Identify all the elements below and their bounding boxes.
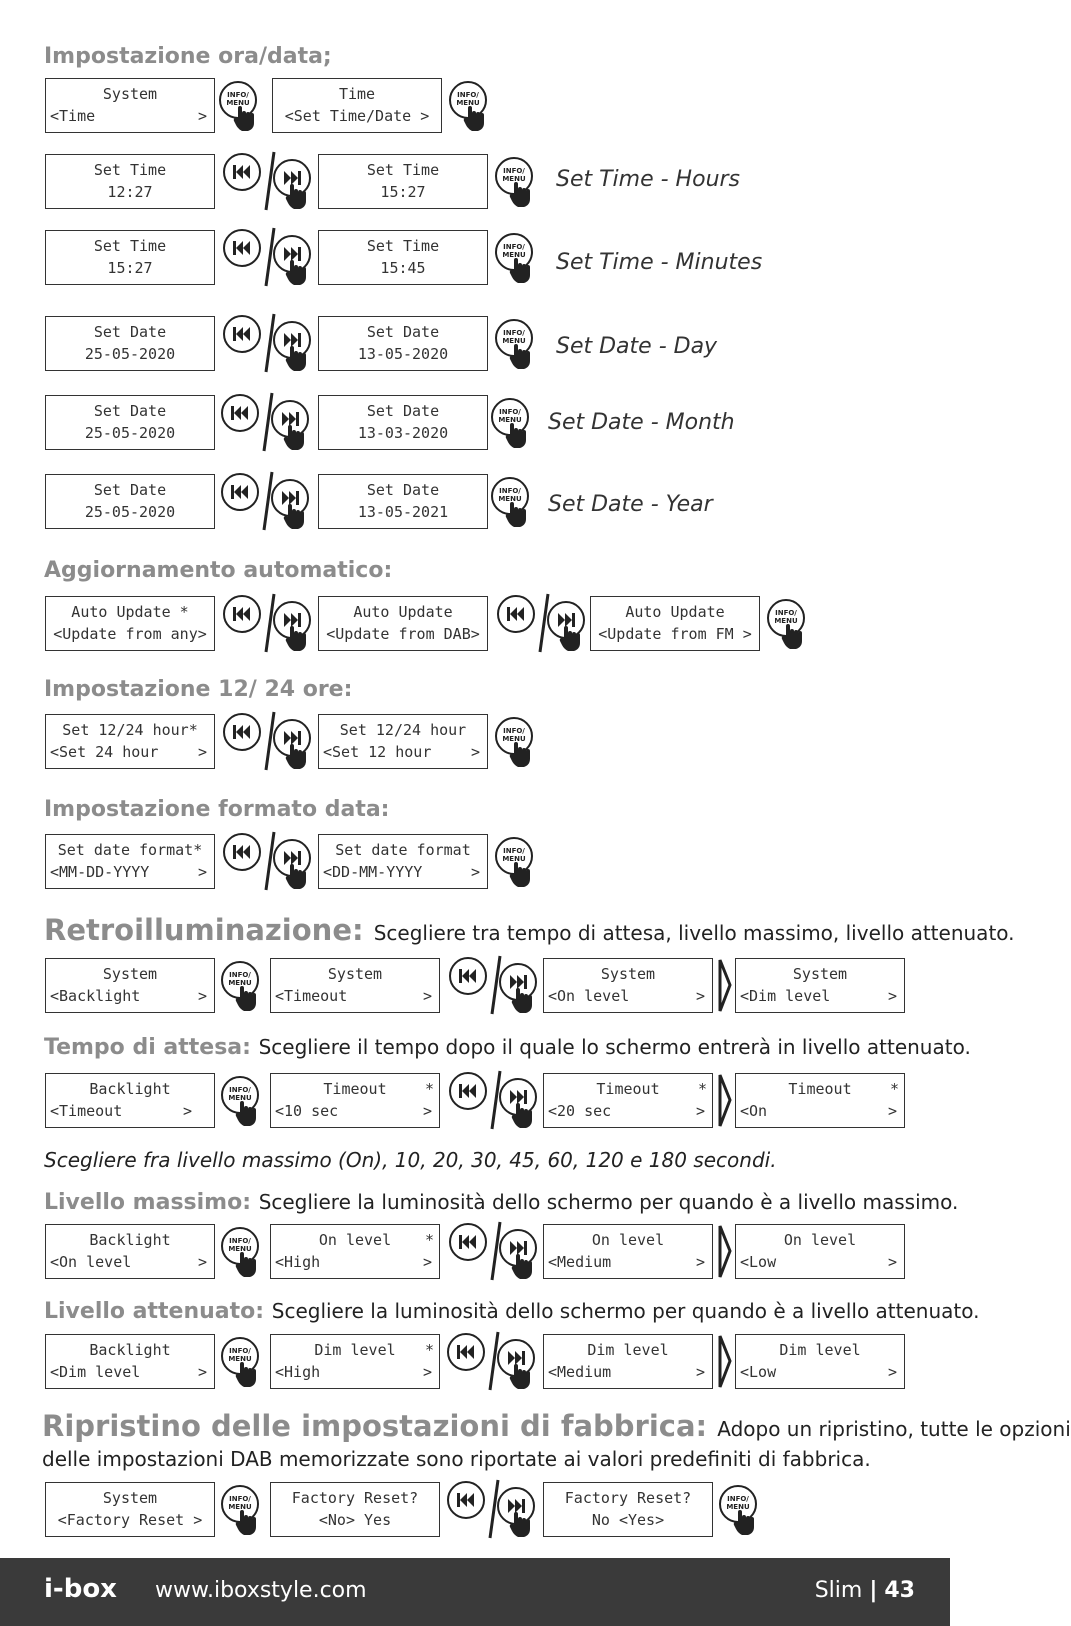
- info-menu-button-icon: [718, 1484, 760, 1544]
- footer-bar: [0, 1558, 950, 1626]
- info-menu-button-icon: [220, 1226, 262, 1286]
- page-num: 43: [884, 1578, 915, 1603]
- prev-button-icon: [446, 1332, 538, 1398]
- lcd-line2: <20 sec: [548, 1102, 612, 1120]
- lcd-line2: <Backlight: [50, 987, 141, 1005]
- svg-text:INFO/: INFO/: [503, 727, 525, 735]
- svg-text:INFO/: INFO/: [229, 1237, 251, 1245]
- svg-text:MENU: MENU: [226, 99, 250, 107]
- lcd-line2: 15:27: [107, 259, 153, 277]
- section-heading-backlight: [44, 913, 1015, 947]
- svg-text:MENU: MENU: [498, 416, 522, 424]
- lcd-line2: 25-05-2020: [84, 345, 176, 363]
- caption-month: Set Date - Month: [548, 410, 735, 435]
- lcd-on-2: [270, 1224, 440, 1279]
- info-menu-button-icon: [218, 80, 260, 140]
- lcd-line1: Set 12/24 hour: [339, 721, 467, 739]
- svg-text:INFO/: INFO/: [499, 408, 521, 416]
- section-heading-time-date: Impostazione ora/data;: [44, 44, 332, 69]
- lcd-arrow: >: [197, 107, 207, 125]
- lcd-fr-1: [45, 1482, 215, 1537]
- section-heading-on-level: [44, 1190, 958, 1215]
- lcd-line1: System: [327, 965, 383, 983]
- prev-button-icon: [222, 314, 314, 380]
- lcd-line2: 25-05-2020: [84, 503, 176, 521]
- svg-text:INFO/: INFO/: [503, 243, 525, 251]
- lcd-line1: Auto Update *: [71, 603, 189, 621]
- lcd-line1: On level: [591, 1231, 665, 1249]
- svg-text:INFO/: INFO/: [457, 91, 479, 99]
- lcd-line1: Auto Update: [353, 603, 453, 621]
- lcd-line2: <Timeout: [275, 987, 348, 1005]
- lcd-line2: <DD-MM-YYYY: [323, 863, 423, 881]
- lcd-arrow: >: [695, 1363, 705, 1381]
- info-menu-button-icon: [220, 960, 262, 1020]
- lcd-line1: System: [102, 965, 158, 983]
- lcd-line2: <No> Yes: [318, 1511, 392, 1529]
- svg-text:MENU: MENU: [228, 1245, 252, 1253]
- lcd-star: *: [424, 1080, 434, 1098]
- lcd-line1: Dim level: [314, 1341, 396, 1359]
- lcd-line2: <Update from any>: [53, 625, 207, 643]
- svg-text:MENU: MENU: [774, 617, 798, 625]
- factory-text-line2: delle impostazioni DAB memorizzate sono riportate ai valori predefiniti di fabbrica.: [42, 1447, 871, 1471]
- lcd-arrow: >: [422, 1253, 432, 1271]
- lcd-fr-3: [543, 1482, 713, 1537]
- svg-text:INFO/: INFO/: [229, 1347, 251, 1355]
- lcd-line1: Auto Update: [625, 603, 725, 621]
- lcd-line2: <Set 24 hour: [50, 743, 159, 761]
- prev-button-icon: [448, 1071, 540, 1137]
- info-menu-button-icon: [766, 598, 808, 658]
- lcd-on-4: [735, 1224, 905, 1279]
- svg-text:MENU: MENU: [502, 337, 526, 345]
- lcd-bl-3: [543, 958, 713, 1013]
- section-heading-timeout: [44, 1035, 971, 1060]
- on-level-title: Livello massimo:: [44, 1190, 252, 1215]
- timeout-text: Scegliere il tempo dopo il quale lo schermo entrerà in livello attenuato.: [258, 1035, 971, 1059]
- backlight-title: Retroilluminazione:: [44, 913, 364, 947]
- footer-url: www.iboxstyle.com: [155, 1578, 367, 1603]
- lcd-line1: Set Time: [366, 237, 440, 255]
- lcd-min-b: [318, 230, 488, 285]
- lcd-line1: Set 12/24 hour*: [62, 721, 198, 739]
- lcd-line1: On level: [318, 1231, 392, 1249]
- lcd-bl-1: [45, 958, 215, 1013]
- lcd-arrow: >: [887, 1363, 897, 1381]
- info-menu-button-icon: [220, 1075, 262, 1135]
- next-arrow-icon: [718, 1334, 732, 1393]
- prev-button-icon: [448, 1222, 540, 1288]
- lcd-line2: <Dim level: [50, 1363, 141, 1381]
- lcd-arrow: >: [695, 1102, 705, 1120]
- svg-text:MENU: MENU: [502, 251, 526, 259]
- lcd-hours-b: [318, 154, 488, 209]
- next-arrow-icon: [718, 958, 732, 1017]
- section-heading-date-format: Impostazione formato data:: [44, 797, 390, 822]
- lcd-arrow: >: [887, 1253, 897, 1271]
- section-heading-hour-format: Impostazione 12/ 24 ore:: [44, 677, 353, 702]
- next-arrow-icon: [718, 1224, 732, 1283]
- lcd-min-a: [45, 230, 215, 285]
- lcd-line2: <MM-DD-YYYY: [50, 863, 150, 881]
- lcd-line1: Set Date: [93, 481, 167, 499]
- caption-hours: Set Time - Hours: [556, 167, 741, 192]
- lcd-line2: <Low: [740, 1363, 777, 1381]
- svg-text:MENU: MENU: [502, 735, 526, 743]
- svg-text:MENU: MENU: [228, 1355, 252, 1363]
- lcd-au-b: [318, 596, 488, 651]
- svg-text:MENU: MENU: [498, 495, 522, 503]
- prev-button-icon: [448, 956, 540, 1022]
- lcd-dim-4: [735, 1334, 905, 1389]
- svg-text:INFO/: INFO/: [775, 609, 797, 617]
- page-separator: |: [869, 1578, 878, 1603]
- lcd-line1: Backlight: [89, 1231, 171, 1249]
- next-arrow-icon: [718, 1073, 732, 1132]
- svg-text:INFO/: INFO/: [503, 847, 525, 855]
- lcd-au-c: [590, 596, 760, 651]
- lcd-line2: <Dim level: [740, 987, 831, 1005]
- lcd-bl-2: [270, 958, 440, 1013]
- lcd-line2: <10 sec: [275, 1102, 339, 1120]
- lcd-line1: Set date format*: [57, 841, 203, 859]
- svg-text:MENU: MENU: [456, 99, 480, 107]
- info-menu-button-icon: [220, 1336, 262, 1396]
- factory-title: Ripristino delle impostazioni di fabbrica:: [42, 1409, 708, 1443]
- lcd-line1: Backlight: [89, 1080, 171, 1098]
- svg-text:INFO/: INFO/: [503, 329, 525, 337]
- lcd-arrow: >: [422, 987, 432, 1005]
- dim-level-title: Livello attenuato:: [44, 1299, 265, 1324]
- lcd-year-a: [45, 474, 215, 529]
- lcd-line2: <High: [275, 1253, 321, 1271]
- info-menu-button-icon: [494, 156, 536, 216]
- prev-button-icon: [222, 712, 314, 778]
- lcd-arrow: >: [197, 1253, 207, 1271]
- timeout-title: Tempo di attesa:: [44, 1035, 251, 1060]
- lcd-hr-a: [45, 714, 215, 769]
- lcd-line2: 12:27: [107, 183, 153, 201]
- lcd-star: *: [424, 1341, 434, 1359]
- prev-button-icon: [222, 832, 314, 898]
- lcd-line1: Factory Reset?: [564, 1489, 692, 1507]
- lcd-time-set: [272, 78, 442, 133]
- lcd-hr-b: [318, 714, 488, 769]
- lcd-line1: Dim level: [587, 1341, 669, 1359]
- prev-button-icon: [222, 152, 314, 218]
- lcd-line2: 25-05-2020: [84, 424, 176, 442]
- lcd-line2: <Low: [740, 1253, 777, 1271]
- lcd-line2: <Factory Reset >: [57, 1511, 203, 1529]
- lcd-sys-time: [45, 78, 215, 133]
- lcd-line2: <On level: [548, 987, 630, 1005]
- prev-button-icon: [446, 1480, 538, 1546]
- lcd-dim-2: [270, 1334, 440, 1389]
- lcd-line2: No <Yes>: [591, 1511, 665, 1529]
- lcd-arrow: >: [422, 1363, 432, 1381]
- brand-logo: i-box: [44, 1574, 117, 1604]
- lcd-line2: <On level: [50, 1253, 132, 1271]
- timeout-note: Scegliere fra livello massimo (On), 10, 20, 30, 45, 60, 120 e 180 secondi.: [44, 1148, 777, 1172]
- lcd-on-1: [45, 1224, 215, 1279]
- lcd-line2: 13-05-2021: [357, 503, 449, 521]
- lcd-au-a: [45, 596, 215, 651]
- lcd-dim-1: [45, 1334, 215, 1389]
- lcd-line1: Set Date: [366, 323, 440, 341]
- dim-level-text: Scegliere la luminosità dello schermo per quando è a livello attenuato.: [271, 1299, 980, 1323]
- lcd-line2: 13-05-2020: [357, 345, 449, 363]
- lcd-arrow: >: [695, 1253, 705, 1271]
- lcd-arrow: >: [887, 987, 897, 1005]
- svg-text:MENU: MENU: [228, 1503, 252, 1511]
- lcd-arrow: >: [422, 1102, 432, 1120]
- caption-year: Set Date - Year: [548, 492, 713, 517]
- lcd-line1: Set Date: [93, 402, 167, 420]
- lcd-line1: System: [102, 85, 158, 103]
- lcd-to-3: [543, 1073, 713, 1128]
- caption-day: Set Date - Day: [556, 334, 718, 359]
- lcd-day-b: [318, 316, 488, 371]
- lcd-fr-2: [270, 1482, 440, 1537]
- svg-text:INFO/: INFO/: [229, 971, 251, 979]
- lcd-month-a: [45, 395, 215, 450]
- lcd-line2: <High: [275, 1363, 321, 1381]
- prev-button-icon: [220, 472, 312, 538]
- prev-button-icon: [496, 594, 588, 660]
- info-menu-button-icon: [494, 836, 536, 896]
- lcd-dim-3: [543, 1334, 713, 1389]
- lcd-to-1: [45, 1073, 215, 1128]
- lcd-line1: System: [600, 965, 656, 983]
- lcd-line2: <Set Time/Date >: [284, 107, 430, 125]
- lcd-arrow: >: [695, 987, 705, 1005]
- lcd-year-b: [318, 474, 488, 529]
- lcd-arrow: >: [197, 1363, 207, 1381]
- lcd-arrow: >: [470, 863, 480, 881]
- lcd-line1: Set date format: [335, 841, 471, 859]
- lcd-on-3: [543, 1224, 713, 1279]
- svg-text:MENU: MENU: [726, 1503, 750, 1511]
- lcd-line2: <Time: [50, 107, 96, 125]
- section-heading-auto-update: Aggiornamento automatico:: [44, 558, 393, 583]
- lcd-to-2: [270, 1073, 440, 1128]
- info-menu-button-icon: [220, 1484, 262, 1544]
- lcd-line1: Backlight: [89, 1341, 171, 1359]
- lcd-line1: Dim level: [779, 1341, 861, 1359]
- on-level-text: Scegliere la luminosità dello schermo per quando è a livello massimo.: [258, 1190, 959, 1214]
- info-menu-button-icon: [494, 716, 536, 776]
- lcd-line1: Set Time: [93, 161, 167, 179]
- lcd-hours-a: [45, 154, 215, 209]
- lcd-arrow: >: [470, 743, 480, 761]
- lcd-line2: <Timeout: [50, 1102, 123, 1120]
- lcd-line1: Set Date: [93, 323, 167, 341]
- lcd-arrow: >: [197, 863, 207, 881]
- backlight-text: Scegliere tra tempo di attesa, livello massimo, livello attenuato.: [373, 921, 1015, 945]
- lcd-arrow: >: [197, 987, 207, 1005]
- info-menu-button-icon: [490, 476, 532, 536]
- section-heading-dim-level: [44, 1299, 979, 1324]
- info-menu-button-icon: [448, 80, 490, 140]
- lcd-line2: 15:27: [380, 183, 426, 201]
- lcd-line2: <On: [740, 1102, 768, 1120]
- info-menu-button-icon: [490, 397, 532, 457]
- lcd-line2: <Set 12 hour: [323, 743, 432, 761]
- lcd-line1: System: [792, 965, 848, 983]
- lcd-line2: 13-03-2020: [357, 424, 449, 442]
- lcd-arrow: >: [197, 743, 207, 761]
- page-prefix: Slim: [814, 1578, 863, 1603]
- lcd-line2: <Medium: [548, 1253, 612, 1271]
- svg-text:INFO/: INFO/: [229, 1086, 251, 1094]
- svg-text:INFO/: INFO/: [503, 167, 525, 175]
- svg-text:INFO/: INFO/: [227, 91, 249, 99]
- svg-text:INFO/: INFO/: [499, 487, 521, 495]
- lcd-line2: <Update from FM >: [598, 625, 752, 643]
- lcd-line2: <Medium: [548, 1363, 612, 1381]
- lcd-line1: Timeout: [596, 1080, 660, 1098]
- svg-text:INFO/: INFO/: [727, 1495, 749, 1503]
- prev-button-icon: [222, 594, 314, 660]
- prev-button-icon: [222, 228, 314, 294]
- lcd-star: *: [697, 1080, 707, 1098]
- lcd-line1: Set Date: [366, 402, 440, 420]
- info-menu-button-icon: [494, 318, 536, 378]
- lcd-line1: Set Time: [366, 161, 440, 179]
- lcd-line1: On level: [783, 1231, 857, 1249]
- section-heading-factory-reset: [42, 1409, 1071, 1443]
- lcd-month-b: [318, 395, 488, 450]
- lcd-line1: Timeout: [323, 1080, 387, 1098]
- lcd-day-a: [45, 316, 215, 371]
- caption-minutes: Set Time - Minutes: [556, 250, 763, 275]
- lcd-arrow: >: [887, 1102, 897, 1120]
- lcd-line1: Time: [338, 85, 376, 103]
- lcd-star: *: [424, 1231, 434, 1249]
- lcd-star: *: [889, 1080, 899, 1098]
- page-number: [815, 1578, 915, 1603]
- lcd-line1: Set Date: [366, 481, 440, 499]
- info-menu-button-icon: [494, 232, 536, 292]
- prev-button-icon: [220, 393, 312, 459]
- lcd-line1: Timeout: [788, 1080, 852, 1098]
- svg-text:MENU: MENU: [228, 979, 252, 987]
- svg-text:INFO/: INFO/: [229, 1495, 251, 1503]
- lcd-bl-4: [735, 958, 905, 1013]
- factory-text: Adopo un ripristino, tutte le opzioni: [717, 1417, 1071, 1441]
- lcd-to-4: [735, 1073, 905, 1128]
- svg-text:MENU: MENU: [502, 855, 526, 863]
- lcd-line1: System: [102, 1489, 158, 1507]
- lcd-line1: Factory Reset?: [291, 1489, 419, 1507]
- lcd-df-a: [45, 834, 215, 889]
- lcd-line1: Set Time: [93, 237, 167, 255]
- lcd-arrow: >: [182, 1102, 192, 1120]
- lcd-df-b: [318, 834, 488, 889]
- lcd-line2: 15:45: [380, 259, 426, 277]
- lcd-line2: <Update from DAB>: [326, 625, 480, 643]
- svg-text:MENU: MENU: [502, 175, 526, 183]
- svg-text:MENU: MENU: [228, 1094, 252, 1102]
